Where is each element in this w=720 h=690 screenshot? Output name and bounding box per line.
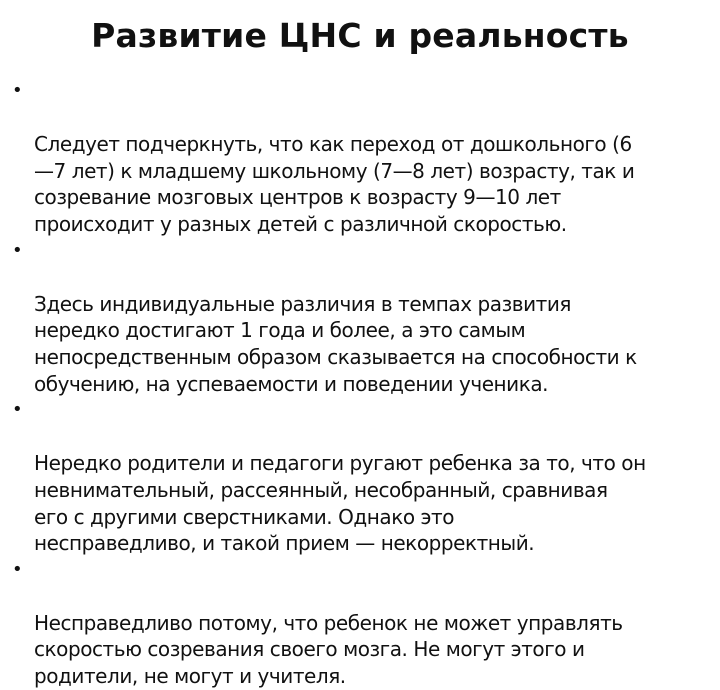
bullet-item bbox=[12, 78, 712, 238]
bullet-marker: • bbox=[12, 399, 23, 421]
bullet-text: Здесь индивидуальные различия в темпах развития нередко достигают 1 года и более, а это самым непосредственным образом сказывается на способности к обучению, на успеваемости и поведении ученика. bbox=[34, 291, 637, 396]
bullet-text: Нередко родители и педагоги ругают ребенка за то, что он невнимательный, рассеянный, несобранный, сравнивая его с другими сверстниками. Однако это несправедливо, и такой прием — некорректный. bbox=[34, 451, 646, 556]
slide-title: Развитие ЦНС и реальность bbox=[91, 16, 629, 55]
bullet-marker: • bbox=[12, 80, 23, 101]
bullet-item bbox=[12, 557, 712, 690]
bullet-list bbox=[12, 78, 712, 690]
bullet-item bbox=[12, 397, 712, 557]
bullet-text: Следует подчеркнуть, что как переход от дошкольного (6 —7 лет) к младшему школьному (7—8 лет) возрасту, так и созревание мозговых центров к возрасту 9—10 лет происходит у разных детей с различной скоростью. bbox=[34, 132, 635, 236]
bullet-item bbox=[12, 238, 712, 398]
bullet-text: Несправедливо потому, что ребенок не может управлять скоростью созревания своего мозга. Не могут этого и родители, не могут и учителя. bbox=[34, 610, 623, 689]
bullet-marker: • bbox=[12, 239, 23, 261]
bullet-marker: • bbox=[12, 558, 23, 580]
